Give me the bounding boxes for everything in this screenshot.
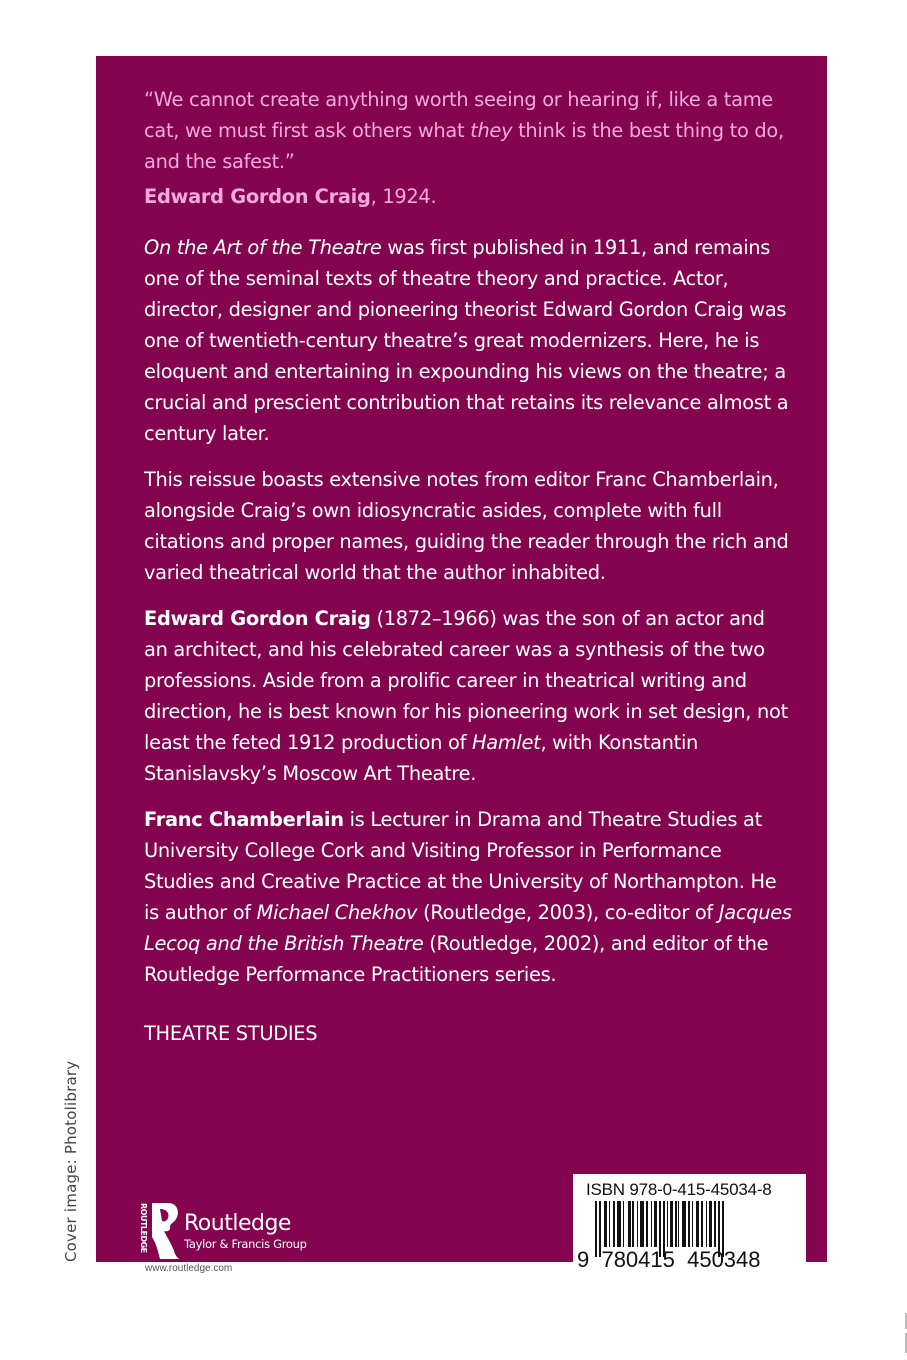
blurb-paragraph-2 <box>144 464 794 588</box>
paragraph-text: , with Konstantin Stanislavsky’s Moscow Art Theatre. <box>144 731 699 785</box>
author-name: Edward Gordon Craig <box>144 607 371 630</box>
quote-attribution <box>144 181 794 212</box>
book-title: Jacques Lecoq and the British Theatre <box>144 901 792 955</box>
blurb-paragraph-1 <box>144 232 794 449</box>
paragraph-text: (1872–1966) was the son of an actor and an architect, and his celebrated career was a synthesis of the two professions. Aside from a prolific career in theatrical writing and direction, he is best known for his pioneering work in set design, not least the feted 1912 production of <box>144 607 788 754</box>
routledge-r-logo-icon <box>138 1201 180 1261</box>
book-title: On the Art of the Theatre <box>144 236 382 259</box>
logo-vertical-text: ROUTLEDGE <box>139 1203 148 1253</box>
cover-content <box>144 84 794 1049</box>
subject-category: THEATRE STUDIES <box>144 1022 318 1045</box>
play-title: Hamlet <box>471 731 541 754</box>
quote-year: , 1924. <box>370 185 437 208</box>
cover-image-credit: Cover image: Photolibrary <box>62 1060 80 1262</box>
isbn-label: ISBN 978-0-415-45034-8 <box>586 1180 772 1199</box>
epigraph-quote <box>144 84 794 177</box>
barcode-digits: 9 780415 450348 <box>577 1247 761 1272</box>
publisher-url: www.routledge.com <box>145 1263 233 1274</box>
back-cover-panel <box>96 56 827 1262</box>
editor-name: Franc Chamberlain <box>144 808 344 831</box>
paragraph-text: (Routledge, 2002), and editor of the Routledge Performance Practitioners series. <box>144 932 769 986</box>
paragraph-text: was first published in 1911, and remains one of the seminal texts of theatre theory and practice. Actor, director, designer and pioneering theorist Edward Gordon Craig was one of twentieth-century theatre’s great modernizers. Here, he is eloquent and entertaining in expounding his views on the theatre; a crucial and prescient contribution that retains its relevance almost a century later. <box>144 236 789 445</box>
paragraph-text: is Lecturer in Drama and Theatre Studies at University College Cork and Visiting Professor in Performance Studies and Creative Practice at the University of Northampton. He is author of <box>144 808 777 924</box>
quote-emphasis: they <box>470 119 513 142</box>
publisher-name: Routledge <box>184 1211 291 1236</box>
publisher-logo <box>138 1201 307 1261</box>
editor-bio <box>144 804 794 990</box>
author-bio <box>144 603 794 789</box>
logo-wordmark <box>184 1211 307 1251</box>
book-title: Michael Chekhov <box>256 901 418 924</box>
paragraph-text: This reissue boasts extensive notes from editor Franc Chamberlain, alongside Craig’s own idiosyncratic asides, complete with full citations and proper names, guiding the reader through the rich and varied theatrical world that the author inhabited. <box>144 468 789 584</box>
quote-text-after: think is the best thing to do, and the safest.” <box>144 119 784 173</box>
isbn-barcode <box>573 1174 806 1274</box>
paragraph-text: (Routledge, 2003), co-editor of <box>417 901 719 924</box>
quote-author: Edward Gordon Craig <box>144 185 371 208</box>
quote-text: “We cannot create anything worth seeing or hearing if, like a tame cat, we must first ask others what <box>144 88 773 142</box>
publisher-group: Taylor & Francis Group <box>184 1237 307 1251</box>
